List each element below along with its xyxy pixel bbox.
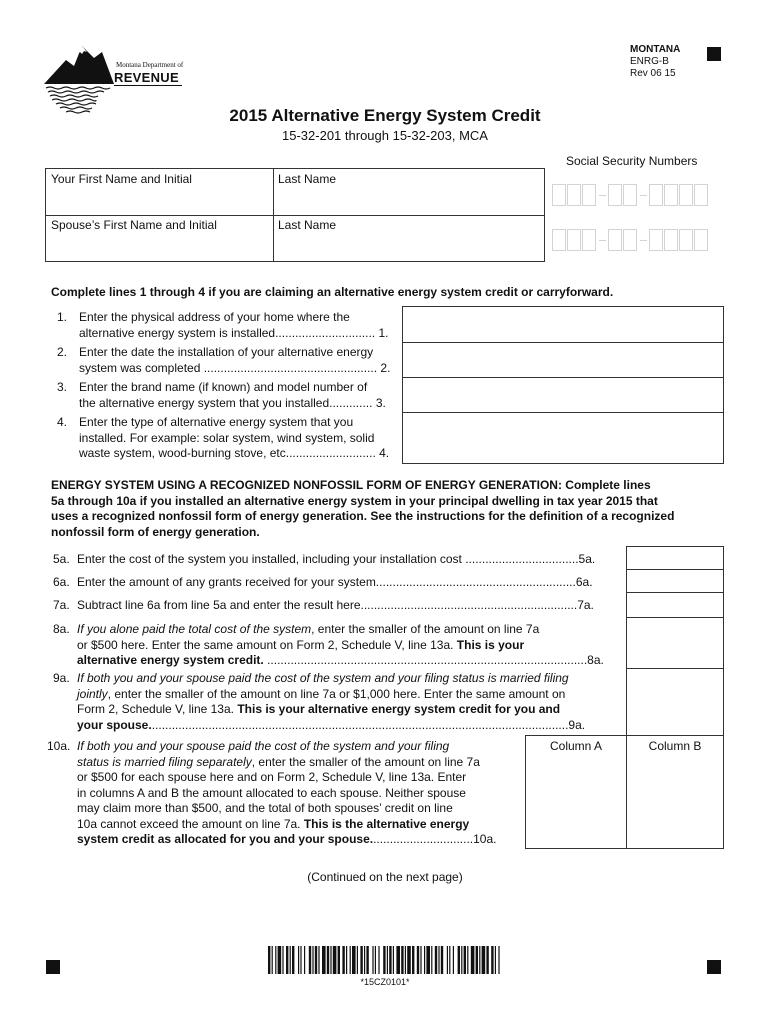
divider bbox=[46, 215, 544, 216]
section-heading bbox=[51, 478, 731, 540]
line-8a-text: , enter the smaller of the amount on line 7a bbox=[311, 622, 540, 636]
line-7a-input[interactable] bbox=[626, 592, 724, 618]
line-5a-input[interactable] bbox=[626, 546, 724, 570]
line-10a-row7 bbox=[77, 832, 496, 848]
line-8a-emphasis: alternative energy system credit. bbox=[77, 653, 264, 667]
line-8a-number: 8a. bbox=[53, 622, 70, 636]
line-7a-text: Subtract line 6a from line 5a and enter the result here.................................................................7a. bbox=[77, 598, 594, 612]
line-10a-emphasis: This is the alternative energy bbox=[300, 816, 470, 831]
line-9a-input[interactable] bbox=[626, 668, 724, 736]
line-9a-leader: .............................................................................................................................9a. bbox=[151, 717, 586, 732]
continued-note: (Continued on the next page) bbox=[307, 870, 463, 884]
spouse-ssn-field[interactable] bbox=[552, 229, 709, 251]
line-10a-text: 10a cannot exceed the amount on line 7a. bbox=[77, 816, 301, 831]
ssn-heading: Social Security Numbers bbox=[566, 154, 698, 168]
your-last-name-field[interactable]: Last Name bbox=[278, 172, 337, 186]
section-heading-line: ENERGY SYSTEM USING A RECOGNIZED NONFOSSIL FORM OF ENERGY GENERATION: Complete lines bbox=[51, 478, 651, 492]
line-text: installed. For example: solar system, wind system, solid bbox=[79, 430, 375, 445]
section-heading-line: nonfossil form of energy generation. bbox=[51, 524, 260, 539]
line-text: system was completed .................................................... 2. bbox=[79, 360, 391, 375]
barcode-icon bbox=[268, 946, 500, 974]
line-number: 4. bbox=[57, 415, 68, 429]
spouse-last-name-field[interactable]: Last Name bbox=[278, 218, 337, 232]
line-text: the alternative energy system that you installed............. 3. bbox=[79, 395, 386, 410]
line-text: Enter the physical address of your home where the bbox=[79, 310, 350, 324]
line-number: 1. bbox=[57, 310, 68, 324]
your-ssn-field[interactable] bbox=[552, 184, 709, 206]
line-6a-input[interactable] bbox=[626, 569, 724, 593]
divider bbox=[273, 169, 274, 261]
section-heading-line: 5a through 10a if you installed an alternative energy system in your principal dwelling in tax year 2015 that bbox=[51, 493, 658, 508]
line-9a-text: Form 2, Schedule V, line 13a. bbox=[77, 702, 234, 716]
line-8a-leader: ................................................................................................8a. bbox=[263, 653, 604, 667]
line-3-input[interactable] bbox=[402, 377, 724, 413]
line-8a-row1 bbox=[77, 622, 539, 638]
registration-mark-bottom-left bbox=[46, 960, 60, 974]
spouse-first-name-field[interactable]: Spouse’s First Name and Initial bbox=[51, 218, 217, 232]
line-10a-row2 bbox=[77, 755, 480, 771]
your-first-name-field[interactable]: Your First Name and Initial bbox=[51, 172, 192, 186]
line-8a-row3 bbox=[77, 653, 604, 669]
line-9a-row2 bbox=[77, 687, 565, 703]
line-9a-row1 bbox=[77, 671, 569, 687]
line-10a-row1 bbox=[77, 739, 449, 755]
state-label: MONTANA bbox=[630, 44, 681, 55]
form-subtitle: 15-32-201 through 15-32-203, MCA bbox=[282, 128, 488, 143]
line-10a-row3: or $500 for each spouse here and on Form 2, Schedule V, line 13a. Enter bbox=[77, 770, 467, 784]
agency-name: REVENUE bbox=[114, 70, 179, 85]
line-6a-number: 6a. bbox=[53, 575, 70, 589]
line-text: Enter the type of alternative energy system that you bbox=[79, 415, 354, 429]
name-grid bbox=[45, 168, 545, 262]
line-number: 2. bbox=[57, 345, 68, 359]
form-header-info bbox=[630, 44, 680, 80]
registration-mark-bottom-right bbox=[707, 960, 721, 974]
line-number: 3. bbox=[57, 380, 68, 394]
agency-name-small: Montana Department of bbox=[116, 61, 184, 69]
column-a-header: Column A bbox=[549, 739, 603, 753]
line-text: Enter the brand name (if known) and model number of bbox=[79, 380, 368, 394]
line-10a-condition: If both you and your spouse paid the cost of the system and your filing bbox=[77, 739, 450, 753]
line-4-input[interactable] bbox=[402, 412, 724, 464]
line-5a-number: 5a. bbox=[53, 552, 70, 566]
line-9a-row3 bbox=[77, 702, 560, 718]
line-9a-condition: If both you and your spouse paid the cost of the system and your filing status is married filing bbox=[77, 671, 569, 685]
line-9a-emphasis: your spouse. bbox=[77, 717, 152, 732]
line-8a-row2 bbox=[77, 638, 524, 654]
line-6a-text: Enter the amount of any grants received for your system............................................................6a. bbox=[77, 575, 593, 589]
line-8a-condition: If you alone paid the total cost of the system bbox=[77, 622, 312, 636]
instruction-text: Complete lines 1 through 4 if you are claiming an alternative energy system credit or carryforward. bbox=[51, 285, 614, 299]
line-10a-text: , enter the smaller of the amount on line 7a bbox=[251, 754, 480, 769]
agency-underline bbox=[114, 85, 182, 86]
line-text: Enter the date the installation of your alternative energy bbox=[79, 345, 374, 359]
line-9a-condition: jointly bbox=[77, 686, 108, 701]
registration-mark-top-right bbox=[707, 47, 721, 61]
line-10a-leader: ..............................10a. bbox=[373, 832, 497, 846]
barcode-number: *15CZ0101* bbox=[360, 977, 410, 987]
line-9a-emphasis: This is your alternative energy system credit for you and bbox=[233, 702, 561, 716]
line-text: waste system, wood-burning stove, etc........................... 4. bbox=[79, 446, 390, 460]
section-heading-line: uses a recognized nonfossil form of energy generation. See the instructions for the definition of a recognized bbox=[51, 509, 675, 523]
line-10a-emphasis: system credit as allocated for you and your spouse. bbox=[77, 832, 374, 846]
line-7a-number: 7a. bbox=[53, 598, 70, 612]
column-b-header: Column B bbox=[648, 739, 702, 753]
line-5a-text: Enter the cost of the system you installed, including your installation cost ..................................5a. bbox=[77, 552, 596, 566]
line-2-input[interactable] bbox=[402, 342, 724, 378]
line-9a-text: , enter the smaller of the amount on line 7a or $1,000 here. Enter the same amount on bbox=[107, 686, 566, 701]
form-title: 2015 Alternative Energy System Credit bbox=[229, 106, 541, 125]
line-text: alternative energy system is installed.............................. 1. bbox=[79, 325, 389, 340]
revision-date: Rev 06 15 bbox=[630, 68, 676, 79]
line-9a-row4 bbox=[77, 718, 585, 734]
line-8a-text: or $500 here. Enter the same amount on Form 2, Schedule V, line 13a. bbox=[77, 637, 454, 652]
form-id: ENRG-B bbox=[630, 56, 669, 67]
line-10a-condition: status is married filing separately bbox=[77, 754, 252, 769]
line-10a-row4: in columns A and B the amount allocated to each spouse. Neither spouse bbox=[77, 785, 466, 800]
line-8a-input[interactable] bbox=[626, 617, 724, 669]
line-8a-emphasis: This is your bbox=[453, 637, 525, 652]
line-9a-number: 9a. bbox=[53, 671, 70, 685]
line-10a-number: 10a. bbox=[47, 739, 71, 753]
line-10a-row6 bbox=[77, 817, 469, 833]
line-10a-row5: may claim more than $500, and the total of both spouses’ credit on line bbox=[77, 801, 453, 815]
line-1-input[interactable] bbox=[402, 306, 724, 343]
